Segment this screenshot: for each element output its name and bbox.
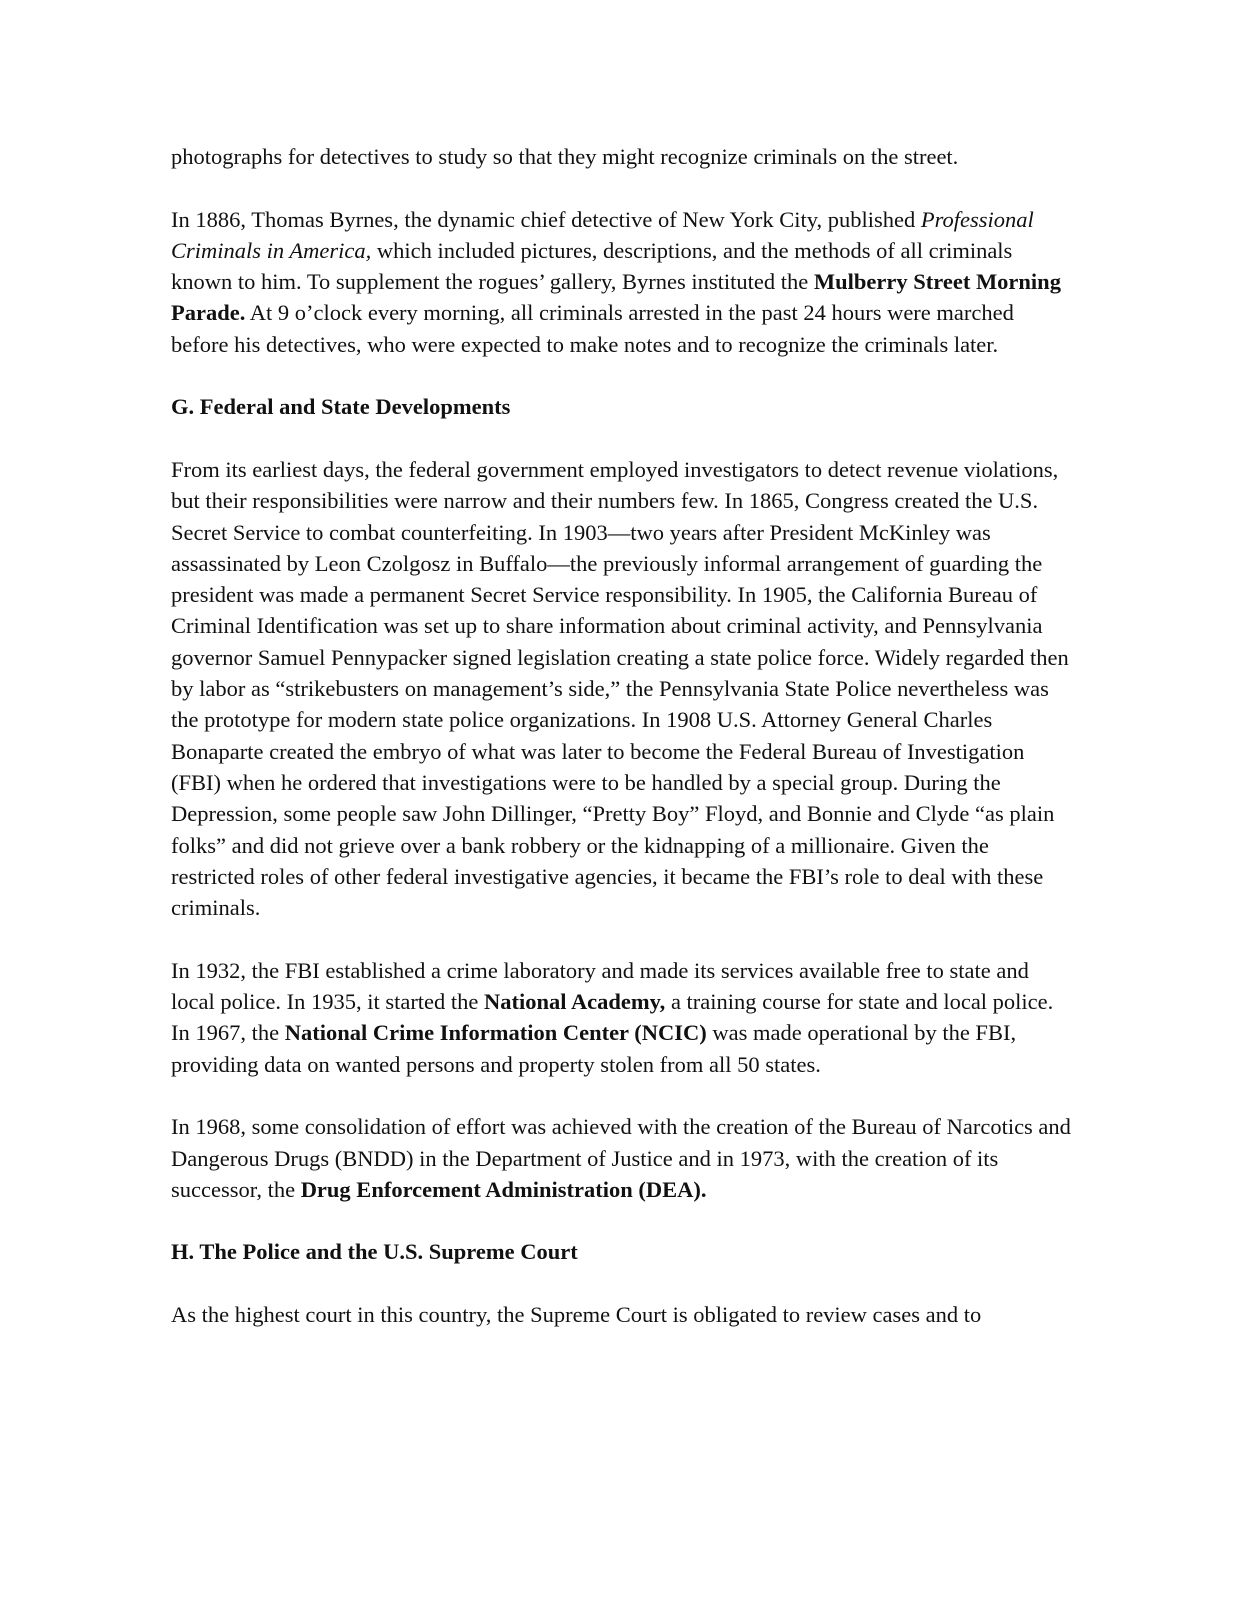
section-heading-g: G. Federal and State Developments <box>171 394 511 420</box>
paragraph-continuation: photographs for detectives to study so that they might recognize criminals on the street. <box>171 144 959 169</box>
paragraph-supreme-court: As the highest court in this country, the Supreme Court is obligated to review cases and to <box>171 1301 982 1327</box>
page-content <box>171 141 1071 1362</box>
paragraph-byrnes-text-a: In 1886, Thomas Byrnes, the dynamic chief detective of New York City, published <box>171 206 921 232</box>
paragraph-dea-text-a: In 1968, some consolidation of effort was achieved with the creation of the Bureau of Narcotics and Dangerous Drugs (BNDD) in the Department of Justice and in 1973, with the creation of its successor, the <box>171 1114 1071 1202</box>
paragraph-byrnes <box>171 204 1071 360</box>
term-morning-parade: Mulberry Street Morning Parade. <box>171 269 1061 326</box>
paragraph-federal-history: From its earliest days, the federal government employed investigators to detect revenue violations, but their responsibilities were narrow and their numbers few. In 1865, Congress created the U.S. Secret Service to combat counterfeiting. In 1903—two years after President McKinley was assassinated by Leon Czolgosz in Buffalo—the previously informal arrangement of guarding the president was made a permanent Secret Service responsibility. In 1905, the California Bureau of Criminal Identification was set up to share information about criminal activity, and Pennsylvania governor Samuel Pennypacker signed legislation creating a state police force. Widely regarded then by labor as “strikebusters on management’s side,” the Pennsylvania State Police nevertheless was the prototype for modern state police organizations. In 1908 U.S. Attorney General Charles Bonaparte created the embryo of what was later to become the Federal Bureau of Investigation (FBI) when he ordered that investigations were to be handled by a special group. During the Depression, some people saw John Dillinger, “Pretty Boy” Floyd, and Bonnie and Clyde “as plain folks” and did not grieve over a bank robbery or the kidnapping of a millionaire. Given the restricted roles of other federal investigative agencies, it became the FBI’s role to deal with these criminals. <box>171 456 1069 921</box>
term-national-academy: National Academy, <box>484 989 666 1015</box>
paragraph-fbi-text-a: In 1932, the FBI established a crime laboratory and made its services available free to state and local police. In 1935, it started the <box>171 957 1029 1015</box>
term-ncic: National Crime Information Center (NCIC) <box>284 1020 707 1046</box>
paragraph-fbi-text-b: a training course for state and local police. In 1967, the <box>171 989 1054 1046</box>
paragraph-fbi-services <box>171 955 1071 1080</box>
paragraph-byrnes-text-b: which included pictures, descriptions, and the methods of all criminals known to him. To supplement the rogues’ gallery, Byrnes instituted the <box>171 237 1013 295</box>
book-title: Professional Criminals in America, <box>171 206 1034 263</box>
term-dea: Drug Enforcement Administration (DEA). <box>300 1176 707 1202</box>
paragraph-byrnes-text-c: At 9 o’clock every morning, all criminals arrested in the past 24 hours were marched before his detectives, who were expected to make notes and to recognize the criminals later. <box>171 300 1014 357</box>
paragraph-fbi-text-c: was made operational by the FBI, providing data on wanted persons and property stolen from all 50 states. <box>171 1020 1017 1077</box>
section-heading-h: H. The Police and the U.S. Supreme Court <box>171 1239 578 1265</box>
paragraph-dea <box>171 1111 1071 1205</box>
